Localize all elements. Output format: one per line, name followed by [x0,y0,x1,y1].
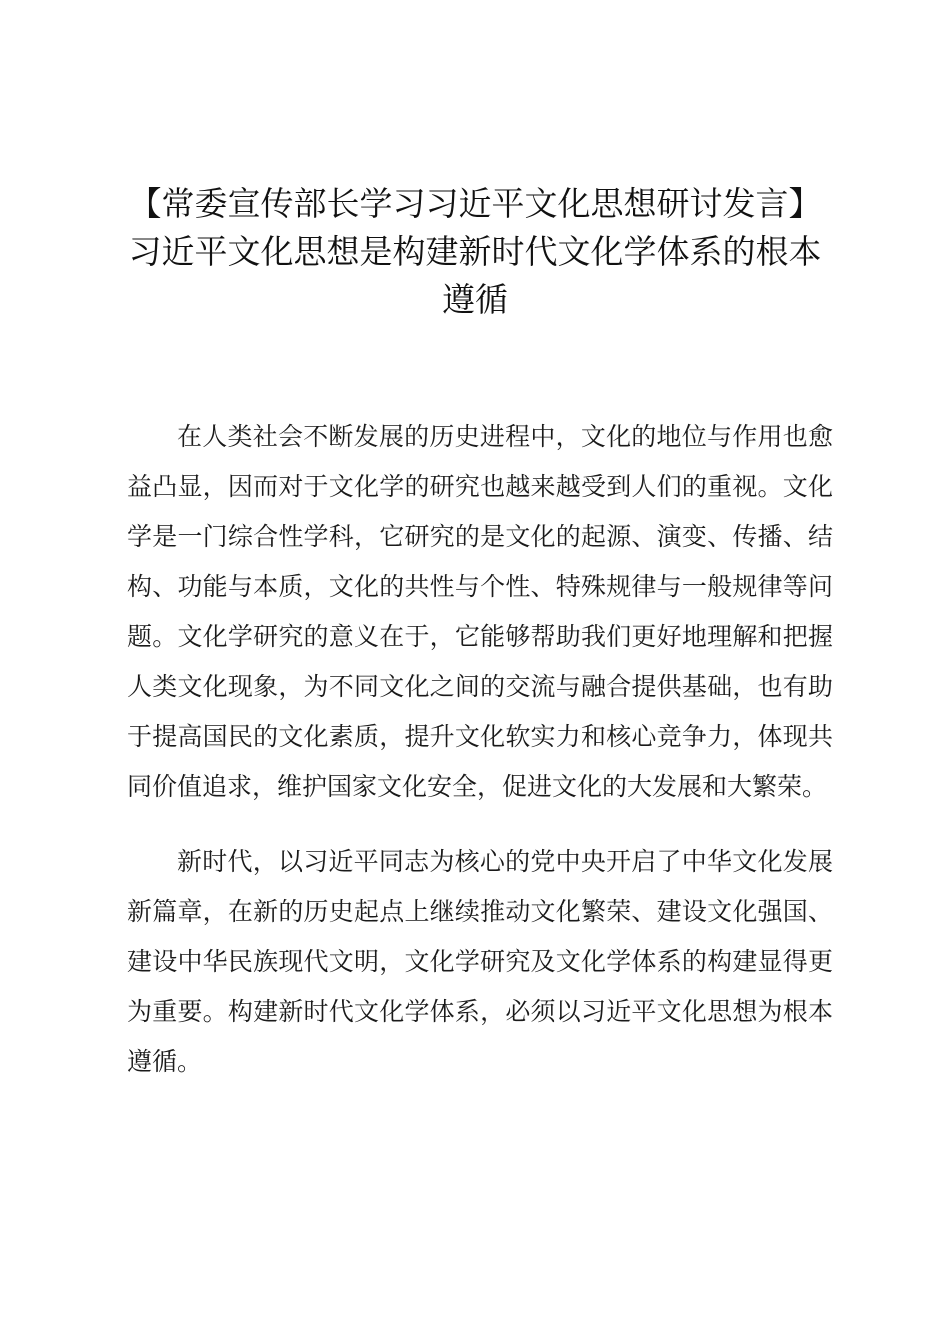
paragraph-2: 新时代，以习近平同志为核心的党中央开启了中华文化发展新篇章，在新的历史起点上继续推动文化繁荣、建设文化强国、建设中华民族现代文明，文化学研究及文化学体系的构建显得更为重要。构建新时代文化学体系，必须以习近平文化思想为根本遵循。 [127,847,833,1076]
paragraph-1: 在人类社会不断发展的历史进程中，文化的地位与作用也愈益凸显，因而对于文化学的研究也越来越受到人们的重视。文化学是一门综合性学科，它研究的是文化的起源、演变、传播、结构、功能与本质，文化的共性与个性、特殊规律与一般规律等问题。文化学研究的意义在于，它能够帮助我们更好地理解和把握人类文化现象，为不同文化之间的交流与融合提供基础，也有助于提高国民的文化素质，提升文化软实力和核心竞争力，体现共同价值追求，维护国家文化安全，促进文化的大发展和大繁荣。 [127,422,833,801]
document-title: 【常委宣传部长学习习近平文化思想研讨发言】习近平文化思想是构建新时代文化学体系的根本遵循 [128,184,822,319]
document-body [127,412,833,1112]
